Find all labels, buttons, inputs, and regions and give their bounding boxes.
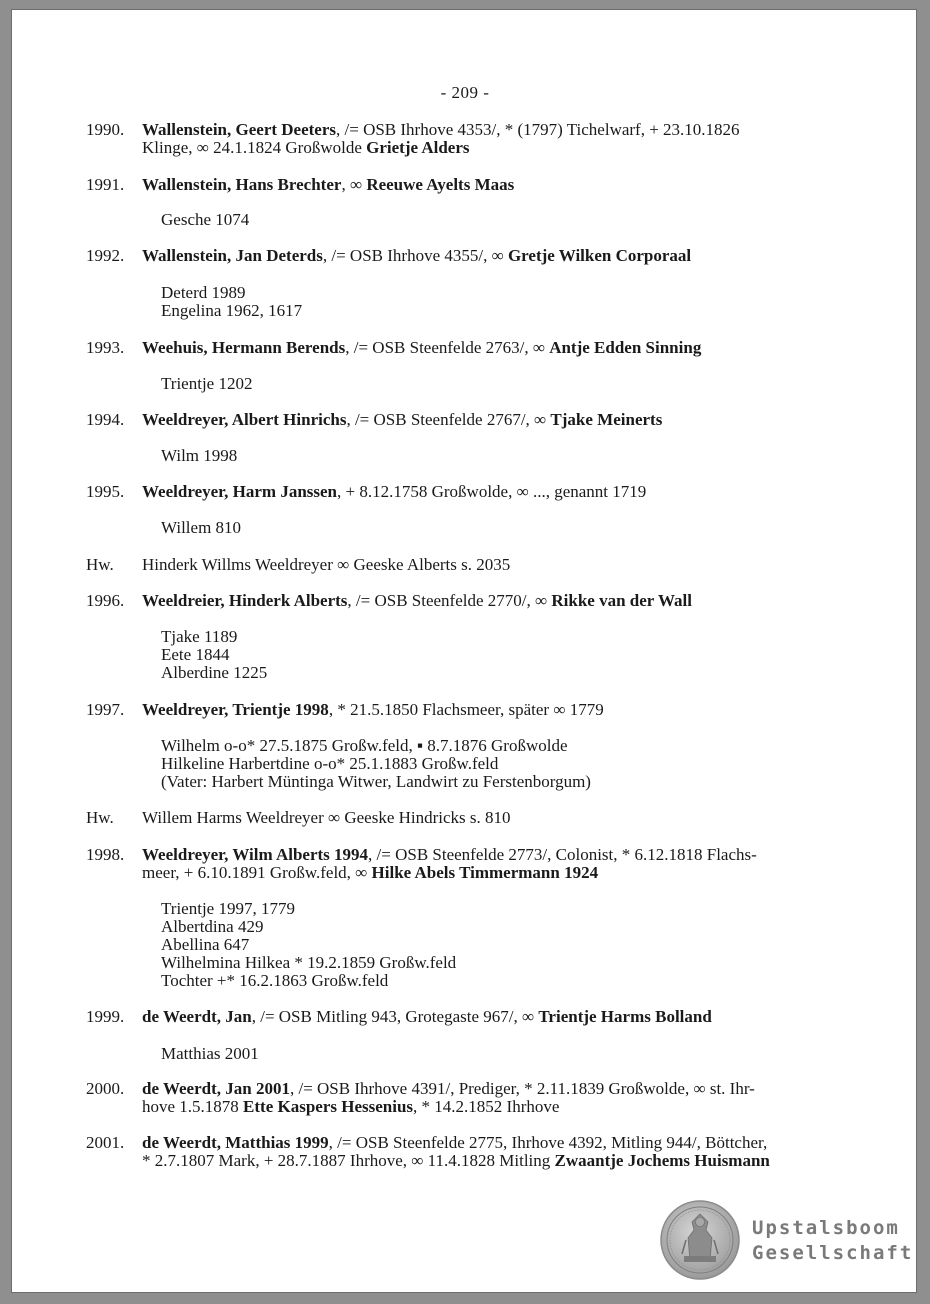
entry-spouse: Grietje Alders	[366, 138, 470, 157]
brand-name	[752, 1216, 913, 1266]
entry-details: , /= OSB Ihrhove 4355/, ∞	[322, 246, 508, 265]
entry-number: 2001.	[86, 1133, 125, 1152]
child: (Vater: Harbert Müntinga Witwer, Landwirt zu Ferstenborgum)	[161, 772, 591, 791]
entry-number: Hw.	[86, 555, 114, 574]
entry-number: 1998.	[86, 845, 125, 864]
entry-spouse: Ette Kaspers Hessenius	[243, 1097, 414, 1116]
child: Wilm 1998	[161, 446, 238, 465]
children-list	[161, 900, 456, 990]
children-list	[161, 211, 249, 229]
brand-line-2: Gesellschaft	[752, 1242, 914, 1264]
child: Matthias 2001	[161, 1044, 259, 1063]
entry-details: , /= OSB Mitling 943, Grotegaste 967/, ∞	[251, 1007, 539, 1026]
entry-spouse: Hilke Abels Timmermann 1924	[371, 863, 599, 882]
entry-spouse: Zwaantje Jochems Huismann	[554, 1151, 770, 1170]
entry-details: , /= OSB Steenfelde 2763/, ∞	[345, 338, 550, 357]
entry-details: , /= OSB Steenfelde 2775, Ihrhove 4392, Mitling 944/, Böttcher,	[328, 1133, 768, 1152]
entry-name: Weeldreyer, Harm Janssen	[142, 482, 338, 501]
entry-name: Wallenstein, Geert Deeters	[142, 120, 337, 139]
entry-spouse: Reeuwe Ayelts Maas	[366, 175, 515, 194]
children-list	[161, 628, 267, 682]
entry-number: 1990.	[86, 120, 125, 139]
entry-details: , /= OSB Steenfelde 2770/, ∞	[347, 591, 552, 610]
entry-details: , /= OSB Steenfelde 2773/, Colonist, * 6.12.1818 Flachs-	[368, 845, 757, 864]
entry-number: 1997.	[86, 700, 125, 719]
entry-details: , /= OSB Steenfelde 2767/, ∞	[346, 410, 551, 429]
seal-logo-icon	[660, 1200, 740, 1280]
entry-number: 1993.	[86, 338, 125, 357]
child: Tjake 1189	[161, 627, 238, 646]
entry-name: Weeldreyer, Albert Hinrichs	[142, 410, 347, 429]
child: Wilhelm o-o* 27.5.1875 Großw.feld, ▪ 8.7.1876 Großwolde	[161, 736, 568, 755]
children-list	[161, 1045, 259, 1063]
entry-spouse: Rikke van der Wall	[551, 591, 692, 610]
entry-number: 1996.	[86, 591, 125, 610]
entry-spouse: Antje Edden Sinning	[549, 338, 702, 357]
entry-number: 1992.	[86, 246, 125, 265]
entry-name: Weeldreier, Hinderk Alberts	[142, 591, 348, 610]
hw-note: Willem Harms Weeldreyer ∞ Geeske Hindricks s. 810	[142, 808, 511, 827]
entry-name: de Weerdt, Matthias 1999	[142, 1133, 329, 1152]
entry-name: de Weerdt, Jan	[142, 1007, 252, 1026]
entry-name: Wallenstein, Jan Deterds	[142, 246, 323, 265]
entry-number: 1999.	[86, 1007, 125, 1026]
entry-name: Weeldreyer, Wilm Alberts 1994	[142, 845, 369, 864]
child: Engelina 1962, 1617	[161, 301, 303, 320]
child: Alberdine 1225	[161, 663, 268, 682]
child: Trientje 1997, 1779	[161, 899, 295, 918]
child: Willem 810	[161, 518, 242, 537]
entry-name: Weehuis, Hermann Berends	[142, 338, 346, 357]
entry-details-cont: * 2.7.1807 Mark, + 28.7.1887 Ihrhove, ∞ 11.4.1828 Mitling	[142, 1151, 555, 1170]
child: Abellina 647	[161, 935, 250, 954]
entry-details: , /= OSB Ihrhove 4391/, Prediger, * 2.11.1839 Großwolde, ∞ st. Ihr-	[289, 1079, 755, 1098]
page-number: - 209 -	[440, 83, 490, 102]
hw-note: Hinderk Willms Weeldreyer ∞ Geeske Alberts s. 2035	[142, 555, 511, 574]
children-list	[161, 737, 591, 791]
entry-details: , /= OSB Ihrhove 4353/, * (1797) Tichelwarf, + 23.10.1826	[336, 120, 740, 139]
entry-number: 1995.	[86, 482, 125, 501]
entry-name: de Weerdt, Jan 2001	[142, 1079, 290, 1098]
entry-number: 2000.	[86, 1079, 125, 1098]
brand-line-1: Upstalsboom	[752, 1217, 900, 1239]
child: Wilhelmina Hilkea * 19.2.1859 Großw.feld	[161, 953, 457, 972]
entry-number: Hw.	[86, 808, 114, 827]
child: Hilkeline Harbertdine o-o* 25.1.1883 Großw.feld	[161, 754, 499, 773]
entry-details-cont: Klinge, ∞ 24.1.1824 Großwolde	[142, 138, 367, 157]
entry-spouse: Trientje Harms Bolland	[538, 1007, 712, 1026]
entry-details: , * 21.5.1850 Flachsmeer, später ∞ 1779	[328, 700, 604, 719]
entry-number: 1994.	[86, 410, 125, 429]
children-list	[161, 284, 302, 320]
children-list	[161, 519, 241, 537]
children-list	[161, 375, 252, 393]
child: Gesche 1074	[161, 210, 250, 229]
entry-details-cont: hove 1.5.1878	[142, 1097, 244, 1116]
entry-spouse: Tjake Meinerts	[550, 410, 663, 429]
entry-details-cont: meer, + 6.10.1891 Großw.feld, ∞	[142, 863, 372, 882]
child: Trientje 1202	[161, 374, 253, 393]
child: Albertdina 429	[161, 917, 264, 936]
entry-details: , + 8.12.1758 Großwolde, ∞ ..., genannt 1719	[337, 482, 647, 501]
entry-name: Weeldreyer, Trientje 1998	[142, 700, 329, 719]
entry-number: 1991.	[86, 175, 125, 194]
child: Deterd 1989	[161, 283, 246, 302]
entry-details: , ∞	[341, 175, 367, 194]
entry-details-tail: , * 14.2.1852 Ihrhove	[413, 1097, 560, 1116]
children-list	[161, 447, 237, 465]
entry-name: Wallenstein, Hans Brechter	[142, 175, 342, 194]
entry-spouse: Gretje Wilken Corporaal	[507, 246, 692, 265]
child: Tochter +* 16.2.1863 Großw.feld	[161, 971, 389, 990]
child: Eete 1844	[161, 645, 230, 664]
